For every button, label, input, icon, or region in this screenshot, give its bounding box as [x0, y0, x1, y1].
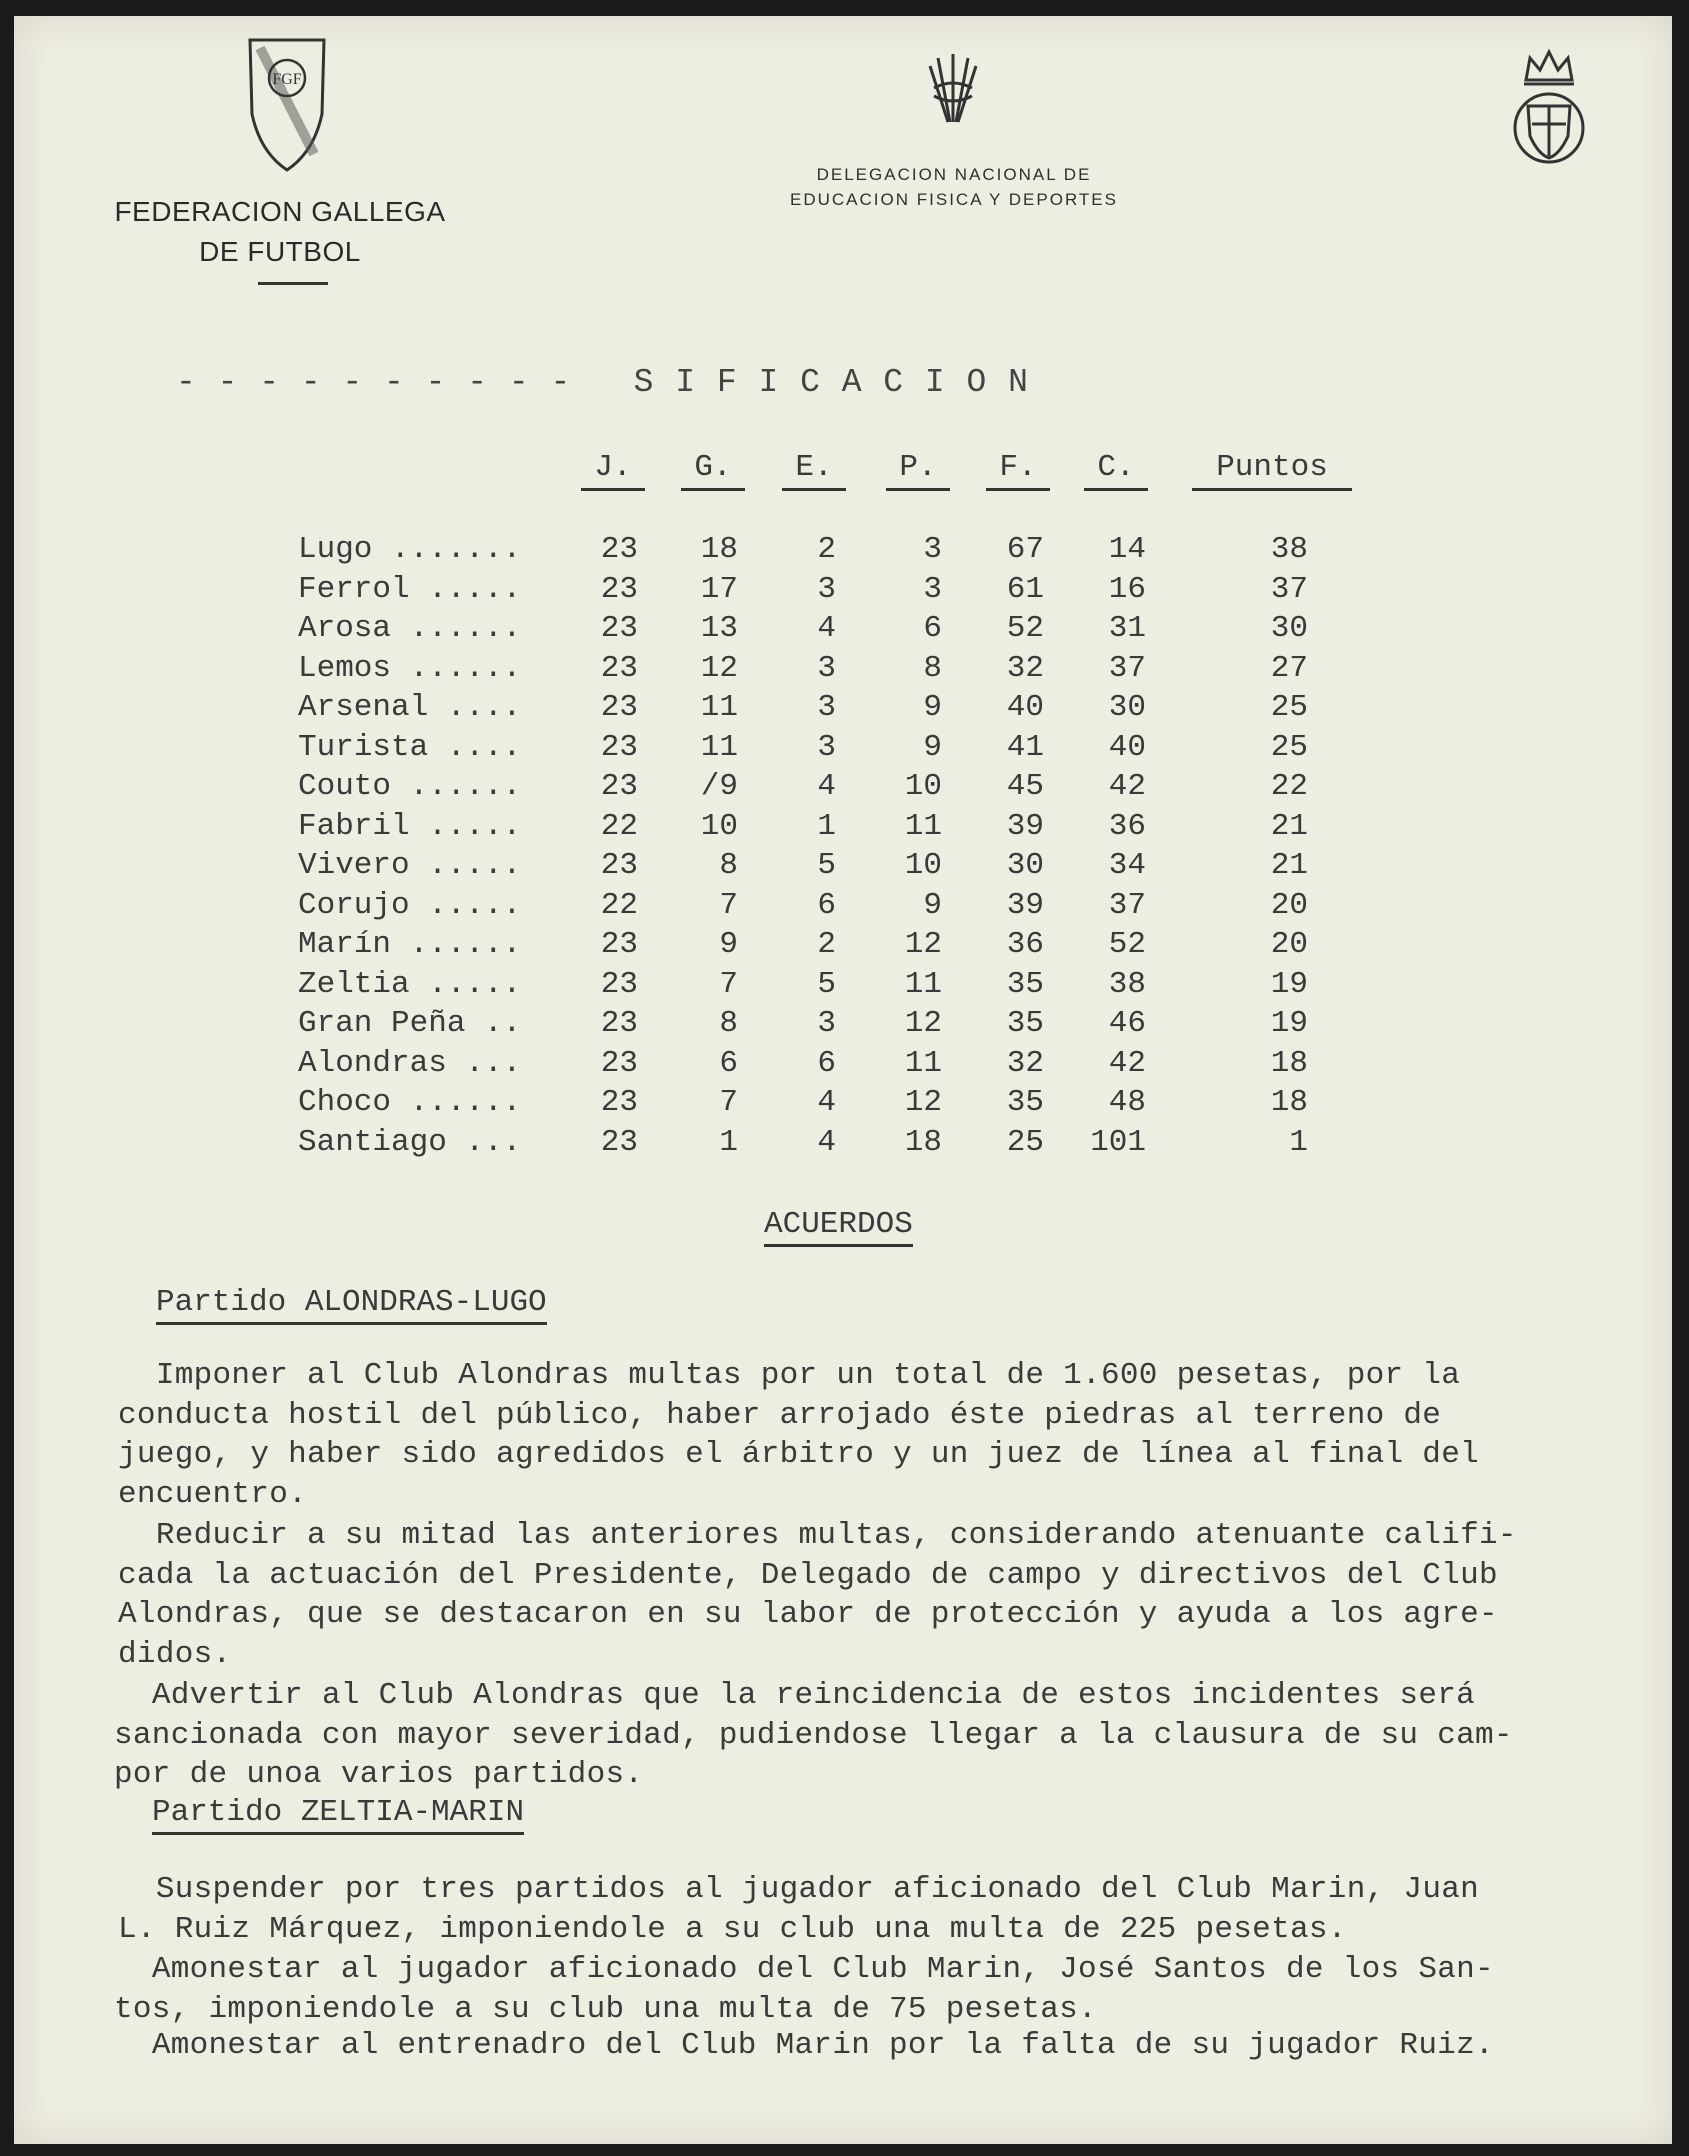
table-cell: 41 — [1006, 729, 1044, 765]
table-cell: 23 — [600, 729, 638, 765]
table-cell: 5 — [817, 848, 836, 883]
team-name: Turista .... — [298, 729, 522, 765]
table-cell: 8 — [719, 848, 738, 883]
table-cell: 21 — [1270, 848, 1308, 883]
table-cell: 3 — [817, 650, 836, 686]
delegation-line2: EDUCACION FISICA Y DEPORTES — [790, 190, 1118, 209]
table-cell: 11 — [904, 1045, 942, 1081]
table-cell: 7 — [719, 887, 738, 923]
table-cell: 34 — [1108, 848, 1146, 883]
team-name: Arosa ...... — [298, 611, 522, 646]
table-cell: 25 — [1270, 729, 1308, 765]
table-cell: 18 — [904, 1124, 942, 1160]
table-cell: 52 — [1006, 611, 1044, 646]
table-cell: 4 — [817, 769, 836, 804]
table-cell: 46 — [1108, 1006, 1146, 1041]
table-cell: 25 — [1270, 690, 1308, 725]
table-cell: 8 — [923, 650, 942, 686]
table-cell: 35 — [1006, 1006, 1044, 1041]
team-name: Zeltia ..... — [298, 966, 522, 1002]
table-cell: 36 — [1006, 927, 1044, 962]
table-cell: 4 — [817, 1085, 836, 1120]
table-cell: 7 — [719, 1085, 738, 1120]
table-cell: 42 — [1108, 769, 1146, 804]
team-name: Lugo ....... — [298, 532, 522, 567]
table-cell: 4 — [817, 1124, 836, 1160]
table-cell: 1 — [817, 808, 836, 844]
table-cell: 23 — [600, 650, 638, 686]
table-cell: 9 — [923, 887, 942, 923]
table-cell: 61 — [1006, 571, 1044, 607]
table-cell: 23 — [600, 966, 638, 1002]
table-cell: 23 — [600, 1085, 638, 1120]
column-header: J. — [581, 448, 645, 491]
table-cell: 18 — [700, 532, 738, 567]
table-cell: 38 — [1108, 966, 1146, 1002]
table-cell: 6 — [719, 1045, 738, 1081]
table-cell: 32 — [1006, 1045, 1044, 1081]
table-cell: 19 — [1270, 966, 1308, 1002]
table-cell: 45 — [1006, 769, 1044, 804]
table-cell: 21 — [1270, 808, 1308, 844]
table-cell: 23 — [600, 611, 638, 646]
team-name: Vivero ..... — [298, 848, 522, 883]
table-cell: 3 — [923, 532, 942, 567]
table-cell: 39 — [1006, 887, 1044, 923]
column-header: Puntos — [1192, 448, 1352, 491]
table-cell: 3 — [923, 571, 942, 607]
table-cell: 37 — [1270, 571, 1308, 607]
table-cell: 31 — [1108, 611, 1146, 646]
table-cell: 11 — [700, 690, 738, 725]
table-cell: 22 — [600, 808, 638, 844]
table-cell: 30 — [1006, 848, 1044, 883]
table-cell: 9 — [923, 729, 942, 765]
section-title: Partido ALONDRAS-LUGO — [156, 1284, 547, 1325]
team-name: Arsenal .... — [298, 690, 522, 725]
team-name: Corujo ..... — [298, 887, 522, 923]
team-name: Ferrol ..... — [298, 571, 522, 607]
paragraph: Amonestar al jugador aficionado del Club Marin, José Santos de los San- tos, imponiendole a su club una multa de 75 pesetas. — [114, 1952, 1494, 2027]
table-cell: 27 — [1270, 650, 1308, 686]
federation-name — [80, 192, 480, 272]
classification-title: - - - - - - - - - - S I F I C A C I O N — [176, 364, 1029, 401]
table-cell: 36 — [1108, 808, 1146, 844]
section-title: Partido ZELTIA-MARIN — [152, 1794, 524, 1835]
team-name: Marín ...... — [298, 927, 522, 962]
table-cell: 30 — [1270, 611, 1308, 646]
table-cell: 101 — [1090, 1124, 1146, 1160]
team-name: Alondras ... — [298, 1045, 522, 1081]
table-cell: 37 — [1108, 650, 1146, 686]
table-cell: 48 — [1108, 1085, 1146, 1120]
table-cell: 38 — [1270, 532, 1308, 567]
table-cell: 2 — [817, 532, 836, 567]
team-name: Gran Peña .. — [298, 1006, 522, 1041]
table-cell: 14 — [1108, 532, 1146, 567]
table-cell: 23 — [600, 848, 638, 883]
table-cell: 30 — [1108, 690, 1146, 725]
table-cell: 23 — [600, 927, 638, 962]
column-header: C. — [1084, 448, 1148, 491]
table-cell: 10 — [904, 769, 942, 804]
table-cell: 3 — [817, 1006, 836, 1041]
arrows-emblem-logo — [926, 44, 980, 128]
table-cell: 20 — [1270, 927, 1308, 962]
table-cell: 35 — [1006, 966, 1044, 1002]
table-cell: 10 — [904, 848, 942, 883]
paragraph: Imponer al Club Alondras multas por un total de 1.600 pesetas, por la conducta hostil del público, haber arrojado éste piedras al terreno de juego, y haber sido agredidos el árbitro y un juez de línea al final del encuentro. — [118, 1358, 1480, 1512]
column-header: F. — [986, 448, 1050, 491]
federation-underline — [258, 282, 328, 285]
federation-name-line2: DE FUTBOL — [199, 236, 361, 267]
table-cell: 23 — [600, 690, 638, 725]
table-cell: 40 — [1108, 729, 1146, 765]
table-cell: 3 — [817, 690, 836, 725]
table-cell: 67 — [1006, 532, 1044, 567]
table-cell: 37 — [1108, 887, 1146, 923]
table-cell: /9 — [700, 769, 738, 804]
acuerdos-heading: ACUERDOS — [764, 1206, 913, 1247]
table-cell: 23 — [600, 571, 638, 607]
table-cell: 18 — [1270, 1085, 1308, 1120]
team-name: Couto ...... — [298, 769, 522, 804]
table-cell: 11 — [904, 966, 942, 1002]
table-cell: 1 — [1289, 1124, 1308, 1160]
table-cell: 4 — [817, 611, 836, 646]
shield-monogram: FGF — [272, 71, 302, 88]
column-header: G. — [681, 448, 745, 491]
table-cell: 25 — [1006, 1124, 1044, 1160]
column-header: E. — [782, 448, 846, 491]
table-cell: 11 — [904, 808, 942, 844]
team-name: Lemos ...... — [298, 650, 522, 686]
table-cell: 20 — [1270, 887, 1308, 923]
team-name: Choco ...... — [298, 1085, 522, 1120]
table-cell: 6 — [923, 611, 942, 646]
table-cell: 1 — [719, 1124, 738, 1160]
table-cell: 6 — [817, 887, 836, 923]
table-cell: 35 — [1006, 1085, 1044, 1120]
federation-shield-logo — [244, 34, 330, 174]
table-cell: 17 — [700, 571, 738, 607]
table-cell: 9 — [923, 690, 942, 725]
table-cell: 3 — [817, 571, 836, 607]
column-header: P. — [886, 448, 950, 491]
delegation-line1: DELEGACION NACIONAL DE — [816, 165, 1092, 184]
table-cell: 8 — [719, 1006, 738, 1041]
table-cell: 7 — [719, 966, 738, 1002]
table-cell: 42 — [1108, 1045, 1146, 1081]
table-cell: 23 — [600, 1124, 638, 1160]
table-cell: 22 — [1270, 769, 1308, 804]
table-cell: 32 — [1006, 650, 1044, 686]
table-cell: 18 — [1270, 1045, 1308, 1081]
table-cell: 11 — [700, 729, 738, 765]
table-cell: 16 — [1108, 571, 1146, 607]
table-cell: 52 — [1108, 927, 1146, 962]
table-cell: 12 — [904, 1006, 942, 1041]
team-name: Fabril ..... — [298, 808, 522, 844]
table-cell: 22 — [600, 887, 638, 923]
table-cell: 12 — [904, 1085, 942, 1120]
table-cell: 2 — [817, 927, 836, 962]
paragraph: Reducir a su mitad las anteriores multas, considerando atenuante califi- cada la actuación del Presidente, Delegado de campo y directivos del Club Alondras, que se destacaron en su labor de protección y ayuda a los agre- didos. — [118, 1518, 1517, 1672]
table-cell: 12 — [904, 927, 942, 962]
table-cell: 9 — [719, 927, 738, 962]
table-cell: 19 — [1270, 1006, 1308, 1041]
table-cell: 23 — [600, 1045, 638, 1081]
table-cell: 23 — [600, 1006, 638, 1041]
table-cell: 23 — [600, 769, 638, 804]
table-cell: 10 — [700, 808, 738, 844]
team-name: Santiago ... — [298, 1124, 522, 1160]
table-cell: 6 — [817, 1045, 836, 1081]
table-cell: 3 — [817, 729, 836, 765]
paragraph: Amonestar al entrenadro del Club Marin por la falta de su jugador Ruiz. — [114, 2028, 1494, 2063]
crowned-crest-logo — [1508, 44, 1590, 172]
federation-name-line1: FEDERACION GALLEGA — [114, 196, 446, 227]
paragraph: Advertir al Club Alondras que la reincidencia de estos incidentes será sancionada con mayor severidad, pudiendose llegar a la clausura de su cam- por de unoa varios partidos. — [114, 1678, 1513, 1792]
document-page — [14, 16, 1672, 2144]
table-cell: 5 — [817, 966, 836, 1002]
table-cell: 39 — [1006, 808, 1044, 844]
table-cell: 23 — [600, 532, 638, 567]
table-cell: 13 — [700, 611, 738, 646]
delegation-heading — [734, 162, 1174, 212]
paragraph: Suspender por tres partidos al jugador aficionado del Club Marin, Juan L. Ruiz Márquez, imponiendole a su club una multa de 225 pesetas. — [118, 1872, 1480, 1947]
table-cell: 12 — [700, 650, 738, 686]
table-cell: 40 — [1006, 690, 1044, 725]
